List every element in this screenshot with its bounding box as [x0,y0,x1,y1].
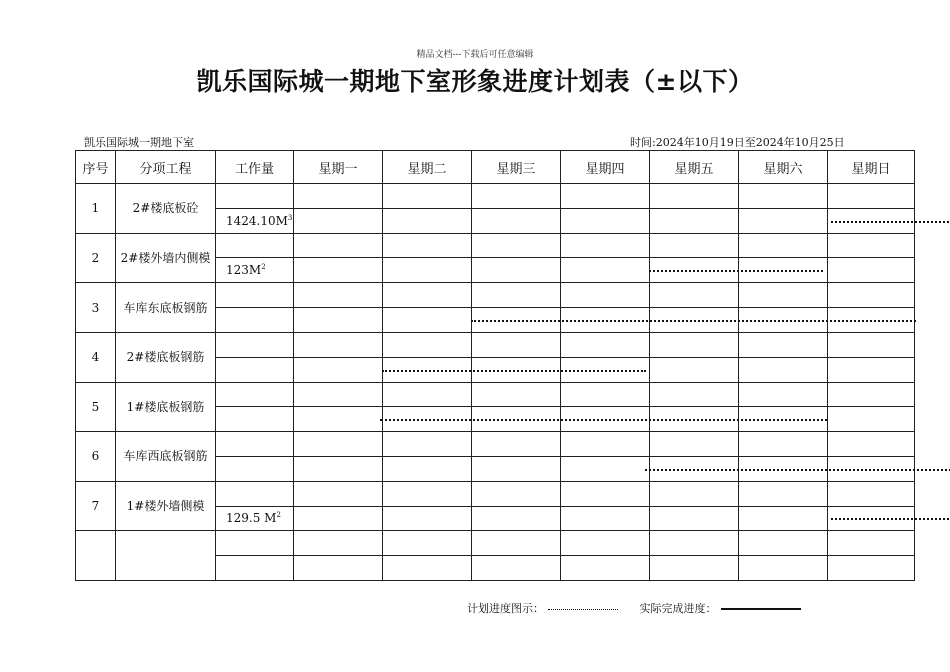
day-cell [828,233,915,258]
day-cell [383,308,472,333]
day-cell [739,332,828,357]
table-row [76,184,915,209]
day-cell [294,382,383,407]
day-cell [383,481,472,506]
day-cell [739,382,828,407]
day-cell [650,531,739,556]
day-cell [561,456,650,481]
day-cell [650,332,739,357]
task-name: 2#楼底板砼 [116,184,216,234]
day-cell [650,456,739,481]
col-header-mon: 星期一 [294,151,383,184]
day-cell [472,432,561,457]
day-cell [739,481,828,506]
work-quantity-value: 123M [226,263,262,278]
day-cell [828,258,915,283]
day-cell [561,283,650,308]
work-quantity [216,556,294,581]
day-cell [383,184,472,209]
day-cell [294,208,383,233]
day-cell [650,432,739,457]
day-cell [472,407,561,432]
day-cell [561,184,650,209]
day-cell [383,258,472,283]
table-row [76,432,915,457]
day-cell [294,456,383,481]
day-cell [561,531,650,556]
legend-plan-line [548,609,618,610]
qty-cell-top [216,233,294,258]
day-cell [650,382,739,407]
day-cell [650,506,739,531]
task-name: 车库西底板钢筋 [116,432,216,482]
day-cell [650,184,739,209]
day-cell [383,506,472,531]
day-cell [561,332,650,357]
day-cell [739,184,828,209]
day-cell [294,332,383,357]
day-cell [828,432,915,457]
col-header-fri: 星期五 [650,151,739,184]
col-header-qty: 工作量 [216,151,294,184]
day-cell [650,556,739,581]
day-cell [472,208,561,233]
day-cell [294,407,383,432]
day-cell [294,432,383,457]
task-name: 1#楼底板钢筋 [116,382,216,432]
day-cell [650,308,739,333]
day-cell [650,258,739,283]
qty-cell-top [216,332,294,357]
day-cell [472,456,561,481]
day-cell [739,283,828,308]
day-cell [472,332,561,357]
task-number: 6 [76,432,116,482]
header-row [76,151,915,184]
day-cell [739,208,828,233]
qty-cell-top [216,184,294,209]
day-cell [650,357,739,382]
day-cell [650,283,739,308]
col-header-sun: 星期日 [828,151,915,184]
legend [467,600,801,616]
qty-cell-top [216,283,294,308]
day-cell [294,531,383,556]
legend-actual-line [721,608,801,610]
day-cell [828,481,915,506]
day-cell [828,208,915,233]
day-cell [561,556,650,581]
work-quantity-unit-exponent: 3 [287,213,293,222]
work-quantity-unit-exponent: 2 [276,511,281,520]
day-cell [472,357,561,382]
day-cell [828,357,915,382]
header-note: 精品文档---下载后可任意编辑 [416,50,534,60]
day-cell [828,531,915,556]
col-header-thu: 星期四 [561,151,650,184]
task-name [116,531,216,581]
legend-plan-label: 计划进度图示： [467,602,544,615]
day-cell [472,233,561,258]
day-cell [294,556,383,581]
day-cell [828,308,915,333]
day-cell [383,407,472,432]
table-row [76,283,915,308]
day-cell [383,357,472,382]
day-cell [739,407,828,432]
day-cell [739,233,828,258]
project-name: 凯乐国际城一期地下室 [84,136,194,149]
task-number: 4 [76,332,116,382]
day-cell [294,308,383,333]
day-cell [739,258,828,283]
day-cell [561,208,650,233]
page-title: 凯乐国际城一期地下室形象进度计划表（±以下） [196,67,754,96]
day-cell [561,357,650,382]
work-quantity [216,208,294,233]
day-cell [561,258,650,283]
day-cell [472,258,561,283]
schedule-period: 时间:2024年10月19日至2024年10月25日 [630,136,845,149]
day-cell [739,432,828,457]
task-name: 2#楼底板钢筋 [116,332,216,382]
task-number: 7 [76,481,116,531]
day-cell [472,308,561,333]
day-cell [561,407,650,432]
day-cell [383,332,472,357]
task-number [76,531,116,581]
col-header-no: 序号 [76,151,116,184]
table-row [76,481,915,506]
day-cell [294,233,383,258]
work-quantity-value: 129.5 M [226,511,277,526]
table-row [76,531,915,556]
day-cell [828,407,915,432]
day-cell [383,531,472,556]
day-cell [828,456,915,481]
day-cell [472,531,561,556]
day-cell [294,184,383,209]
day-cell [472,382,561,407]
day-cell [650,481,739,506]
day-cell [828,283,915,308]
col-header-wed: 星期三 [472,151,561,184]
task-name: 2#楼外墙内侧模 [116,233,216,283]
day-cell [383,456,472,481]
day-cell [650,407,739,432]
qty-cell-top [216,432,294,457]
day-cell [383,283,472,308]
qty-cell-top [216,481,294,506]
day-cell [739,357,828,382]
day-cell [294,283,383,308]
task-name: 车库东底板钢筋 [116,283,216,333]
day-cell [383,382,472,407]
day-cell [650,208,739,233]
day-cell [383,208,472,233]
col-header-task: 分项工程 [116,151,216,184]
day-cell [828,556,915,581]
day-cell [739,308,828,333]
day-cell [294,258,383,283]
table-row [76,332,915,357]
task-number: 1 [76,184,116,234]
work-quantity [216,407,294,432]
day-cell [561,233,650,258]
schedule-table [75,150,915,581]
task-number: 3 [76,283,116,333]
day-cell [383,233,472,258]
day-cell [294,506,383,531]
col-header-sat: 星期六 [739,151,828,184]
work-quantity [216,258,294,283]
col-header-tue: 星期二 [383,151,472,184]
day-cell [739,531,828,556]
day-cell [828,184,915,209]
task-number: 2 [76,233,116,283]
table-row [76,382,915,407]
day-cell [650,233,739,258]
work-quantity [216,456,294,481]
day-cell [383,556,472,581]
day-cell [739,556,828,581]
day-cell [472,506,561,531]
table-row [76,233,915,258]
day-cell [472,556,561,581]
qty-cell-top [216,382,294,407]
day-cell [828,332,915,357]
day-cell [828,506,915,531]
day-cell [561,432,650,457]
day-cell [739,506,828,531]
day-cell [472,481,561,506]
work-quantity [216,308,294,333]
work-quantity-unit-exponent: 2 [261,263,266,272]
day-cell [472,283,561,308]
day-cell [561,382,650,407]
work-quantity [216,357,294,382]
qty-cell-top [216,531,294,556]
day-cell [383,432,472,457]
work-quantity-value: 1424.10M [226,213,288,228]
day-cell [561,506,650,531]
task-name: 1#楼外墙侧模 [116,481,216,531]
day-cell [294,481,383,506]
work-quantity [216,506,294,531]
legend-actual-label: 实际完成进度： [639,602,717,615]
day-cell [561,308,650,333]
day-cell [739,456,828,481]
day-cell [472,184,561,209]
day-cell [828,382,915,407]
day-cell [561,481,650,506]
day-cell [294,357,383,382]
task-number: 5 [76,382,116,432]
